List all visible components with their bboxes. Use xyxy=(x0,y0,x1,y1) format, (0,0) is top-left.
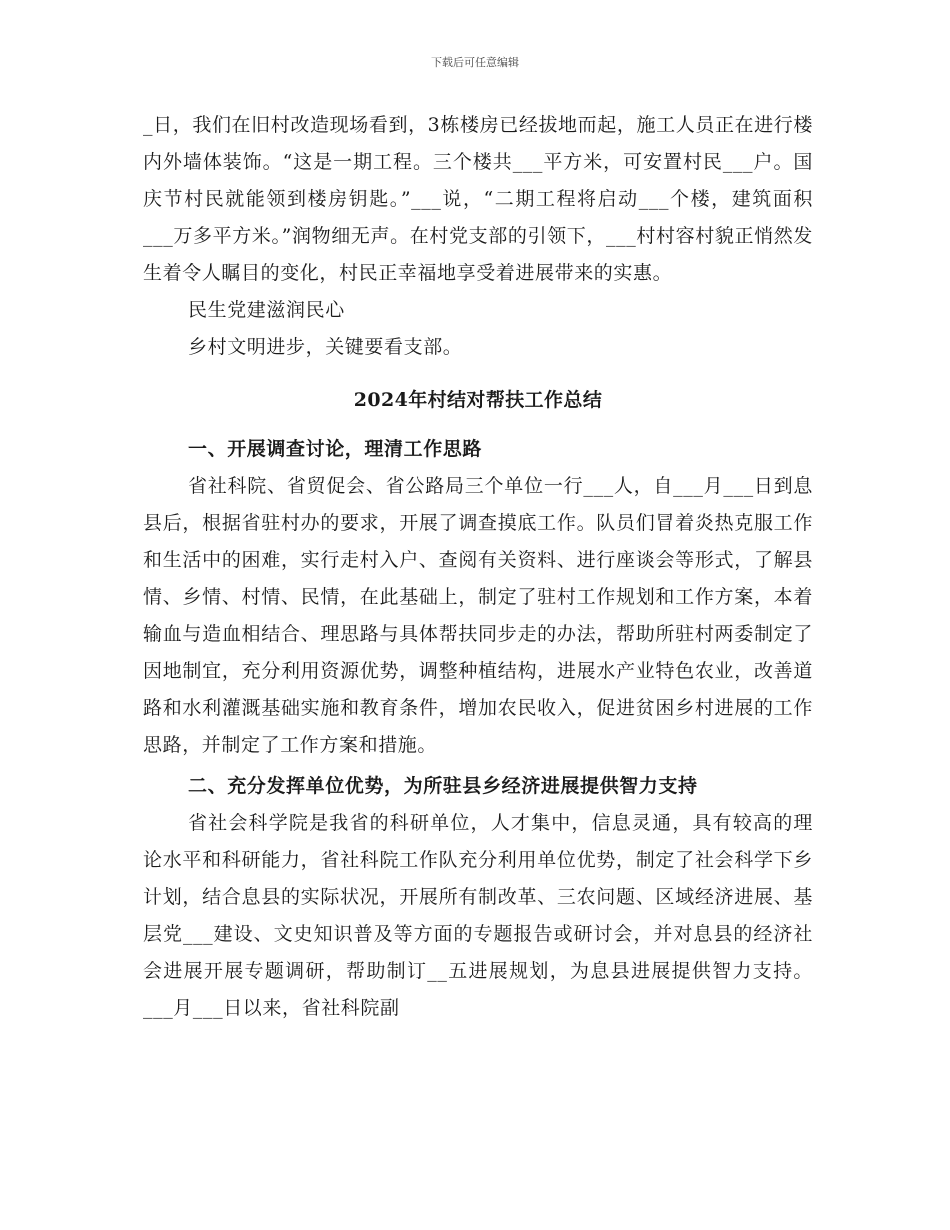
section-body-1: 省社科院、省贸促会、省公路局三个单位一行___人，自___月___日到息县后，根据省驻村办的要求，开展了调查摸底工作。队员们冒着炎热克服工作和生活中的困难，实行走村入户、查阅有关资料、进行座谈会等形式，了解县情、乡情、村情、民情，在此基础上，制定了驻村工作规划和工作方案，本着输血与造血相结合、理思路与具体帮扶同步走的办法，帮助所驻村两委制定了因地制宜，充分利用资源优势，调整种植结构，进展水产业特色农业，改善道路和水利灌溉基础实施和教育条件，增加农民收入，促进贫困乡村进展的工作思路，并制定了工作方案和措施。 xyxy=(143,475,813,756)
intro-paragraph: _日，我们在旧村改造现场看到，3栋楼房已经拔地而起，施工人员正在进行楼内外墙体装饰。“这是一期工程。三个楼共___平方米，可安置村民___户。国庆节村民就能领到楼房钥匙。”___说，“二期工程将启动___个楼，建筑面积___万多平方米。”润物细无声。在村党支部的引领下，___村村容村貌正悄然发生着令人瞩目的变化，村民正幸福地享受着进展带来的实惠。 xyxy=(143,114,813,284)
document-body xyxy=(143,107,813,1027)
intro-subheading: 民生党建滋润民心 xyxy=(188,299,345,321)
header-note: 下载后可任意编辑 xyxy=(431,56,519,69)
section-heading-2: 二、充分发挥单位优势，为所驻县乡经济进展提供智力支持 xyxy=(188,775,698,797)
document-title: 2024年村结对帮扶工作总结 xyxy=(353,389,603,411)
section-heading-1: 一、开展调查讨论，理清工作思路 xyxy=(188,438,483,460)
intro-line: 乡村文明进步，关键要看支部。 xyxy=(188,336,463,358)
section-body-2: 省社会科学院是我省的科研单位，人才集中，信息灵通，具有较高的理论水平和科研能力，省社科院工作队充分利用单位优势，制定了社会科学下乡计划，结合息县的实际状况，开展所有制改革、三农问题、区域经济进展、基层党___建设、文史知识普及等方面的专题报告或研讨会，并对息县的经济社会进展开展专题调研，帮助制订__五进展规划，为息县进展提供智力支持。___月___日以来，省社科院副 xyxy=(143,812,813,1019)
